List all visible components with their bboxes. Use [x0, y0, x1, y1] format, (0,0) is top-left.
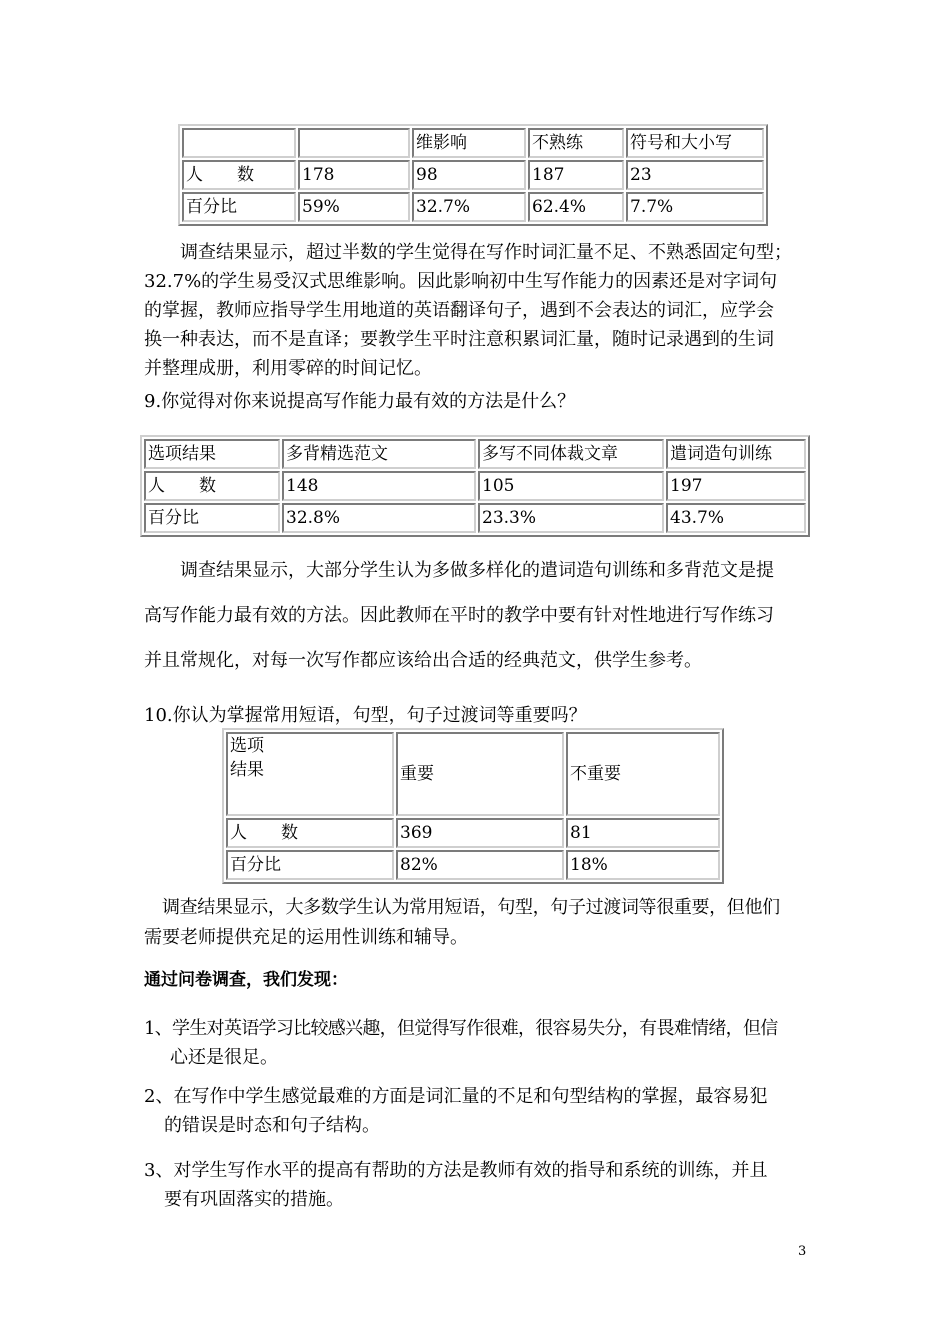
- paragraph-3: [144, 893, 814, 953]
- table-phrases-importance: [222, 728, 724, 884]
- table-row: [226, 850, 720, 880]
- table-cell: 多背精选范文: [282, 439, 476, 469]
- finding-line: 要有巩固落实的措施。: [164, 1189, 344, 1210]
- table-cell: 遣词造句训练: [666, 439, 806, 469]
- table-cell: 148: [282, 471, 476, 501]
- finding-line: 心还是很足。: [170, 1047, 278, 1068]
- table-row: [226, 818, 720, 848]
- table-row: [182, 128, 764, 158]
- table-cell: 81: [566, 818, 720, 848]
- table-cell: [182, 128, 296, 158]
- table-cell: 百分比: [182, 192, 296, 222]
- finding-item: [144, 1014, 816, 1072]
- text-line: 32.7%的学生易受汉式思维影响。因此影响初中生写作能力的因素还是对字词句: [144, 271, 778, 292]
- table-cell: 23.3%: [478, 503, 664, 533]
- finding-line: 3、对学生写作水平的提高有帮助的方法是教师有效的指导和系统的训练，并且: [144, 1160, 768, 1181]
- table-cell: 369: [396, 818, 564, 848]
- table-cell: 82%: [396, 850, 564, 880]
- table-row: [144, 503, 806, 533]
- table-cell: 百分比: [226, 850, 394, 880]
- table-row: [144, 439, 806, 469]
- table-cell: 维影响: [412, 128, 526, 158]
- text-line: 高写作能力最有效的方法。因此教师在平时的教学中要有针对性地进行写作练习: [144, 605, 774, 626]
- text-line: 调查结果显示，超过半数的学生觉得在写作时词汇量不足、不熟悉固定句型；: [180, 242, 792, 263]
- paragraph-1: [144, 238, 814, 383]
- table-cell: 多写不同体裁文章: [478, 439, 664, 469]
- table-header-line: 选项: [230, 736, 264, 756]
- table-cell: 178: [298, 160, 410, 190]
- table-header-line: 结果: [230, 760, 264, 780]
- question-10: 10.你认为掌握常用短语，句型，句子过渡词等重要吗？: [144, 705, 587, 726]
- table-cell: 32.7%: [412, 192, 526, 222]
- text-line: 并且常规化，对每一次写作都应该给出合适的经典范文，供学生参考。: [144, 650, 702, 671]
- paragraph-2: [144, 548, 814, 683]
- text-line: 并整理成册，利用零碎的时间记忆。: [144, 358, 432, 379]
- text-line: 需要老师提供充足的运用性训练和辅导。: [144, 927, 468, 948]
- table-cell: 重要: [396, 732, 564, 816]
- table-cell: [298, 128, 410, 158]
- table-cell: 不熟练: [528, 128, 624, 158]
- table-writing-difficulties: [178, 124, 768, 226]
- table-cell: 62.4%: [528, 192, 624, 222]
- text-line: 调查结果显示，大部分学生认为多做多样化的遣词造句训练和多背范文是提: [180, 560, 774, 581]
- table-cell: 18%: [566, 850, 720, 880]
- table-cell: 人 数: [226, 818, 394, 848]
- text-line: 的掌握，教师应指导学生用地道的英语翻译句子，遇到不会表达的词汇，应学会: [144, 300, 774, 321]
- finding-line: 2、在写作中学生感觉最难的方面是词汇量的不足和句型结构的掌握，最容易犯: [144, 1086, 768, 1107]
- findings-title: 通过问卷调查，我们发现：: [144, 970, 348, 990]
- table-row: [144, 471, 806, 501]
- finding-item: [144, 1082, 816, 1140]
- finding-line: 1、学生对英语学习比较感兴趣，但觉得写作很难，很容易失分，有畏难情绪，但信: [144, 1018, 778, 1039]
- table-cell: 187: [528, 160, 624, 190]
- table-cell: 197: [666, 471, 806, 501]
- table-cell: 选项结果: [144, 439, 280, 469]
- table-cell: 人 数: [182, 160, 296, 190]
- table-cell: 人 数: [144, 471, 280, 501]
- text-line: 调查结果显示，大多数学生认为常用短语，句型，句子过渡词等很重要，但他们: [162, 897, 780, 918]
- table-cell: [226, 732, 394, 816]
- question-9: 9.你觉得对你来说提高写作能力最有效的方法是什么？: [144, 391, 576, 412]
- table-cell: 不重要: [566, 732, 720, 816]
- table-cell: 百分比: [144, 503, 280, 533]
- finding-line: 的错误是时态和句子结构。: [164, 1115, 380, 1136]
- table-cell: 98: [412, 160, 526, 190]
- table-cell: 32.8%: [282, 503, 476, 533]
- table-cell: 23: [626, 160, 764, 190]
- page-number: 3: [798, 1244, 807, 1259]
- text-line: 换一种表达，而不是直译；要教学生平时注意积累词汇量，随时记录遇到的生词: [144, 329, 774, 350]
- table-cell: 105: [478, 471, 664, 501]
- table-row: [182, 192, 764, 222]
- table-cell: 59%: [298, 192, 410, 222]
- table-cell: 符号和大小写: [626, 128, 764, 158]
- table-effective-methods: [140, 435, 810, 537]
- table-row: [226, 732, 720, 816]
- table-cell: 43.7%: [666, 503, 806, 533]
- table-row: [182, 160, 764, 190]
- finding-item: [144, 1156, 816, 1214]
- table-cell: 7.7%: [626, 192, 764, 222]
